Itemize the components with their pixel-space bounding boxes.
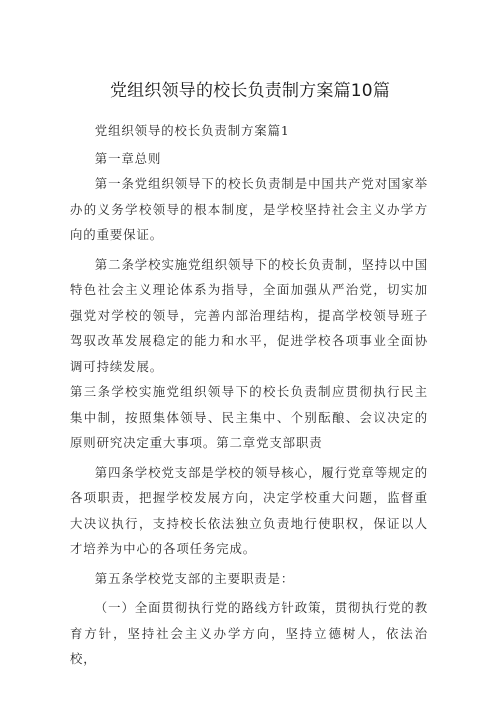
paragraph-article-5: 第五条学校党支部的主要职责是：: [94, 570, 295, 586]
paragraph-article-4: 第四条学校党支部是学校的领导核心，履行党章等规定的各项职责，把握学校发展方向，决定学校重大问题，监督重大决议执行，支持校长依法独立负责地行使职权，保证以人才培养为中心的各项任务完成。: [70, 464, 428, 556]
section-heading: 党组织领导的校长负责制方案篇1: [94, 123, 290, 138]
document-title: 党组织领导的校长负责制方案篇10篇: [109, 81, 391, 101]
paragraph-article-2: 第二条学校实施党组织领导下的校长负责制，坚持以中国特色社会主义理论体系为指导，全面加强从严治党，切实加强党对学校的领导，完善内部治理结构，提高学校领导班子驾驭改革发展稳定的能力和水平，促进学校各项事业全面协调可持续发展。: [70, 256, 428, 374]
paragraph-article-1: 第一条党组织领导下的校长负责制是中国共产党对国家举办的义务学校领导的根本制度，是学校坚持社会主义办学方向的重要保证。: [70, 176, 428, 242]
chapter-heading: 第一章总则: [94, 150, 162, 166]
paragraph-item-1: （一）全面贯彻执行党的路线方针政策，贯彻执行党的教育方针，坚持社会主义办学方向，坚持立德树人，依法治校，: [70, 600, 428, 666]
paragraph-article-3: 第三条学校实施党组织领导下的校长负责制应贯彻执行民主集中制，按照集体领导、民主集中、个别酝酿、会议决定的原则研究决定重大事项。第二章党支部职责: [70, 384, 428, 450]
document-body: [70, 118, 428, 672]
